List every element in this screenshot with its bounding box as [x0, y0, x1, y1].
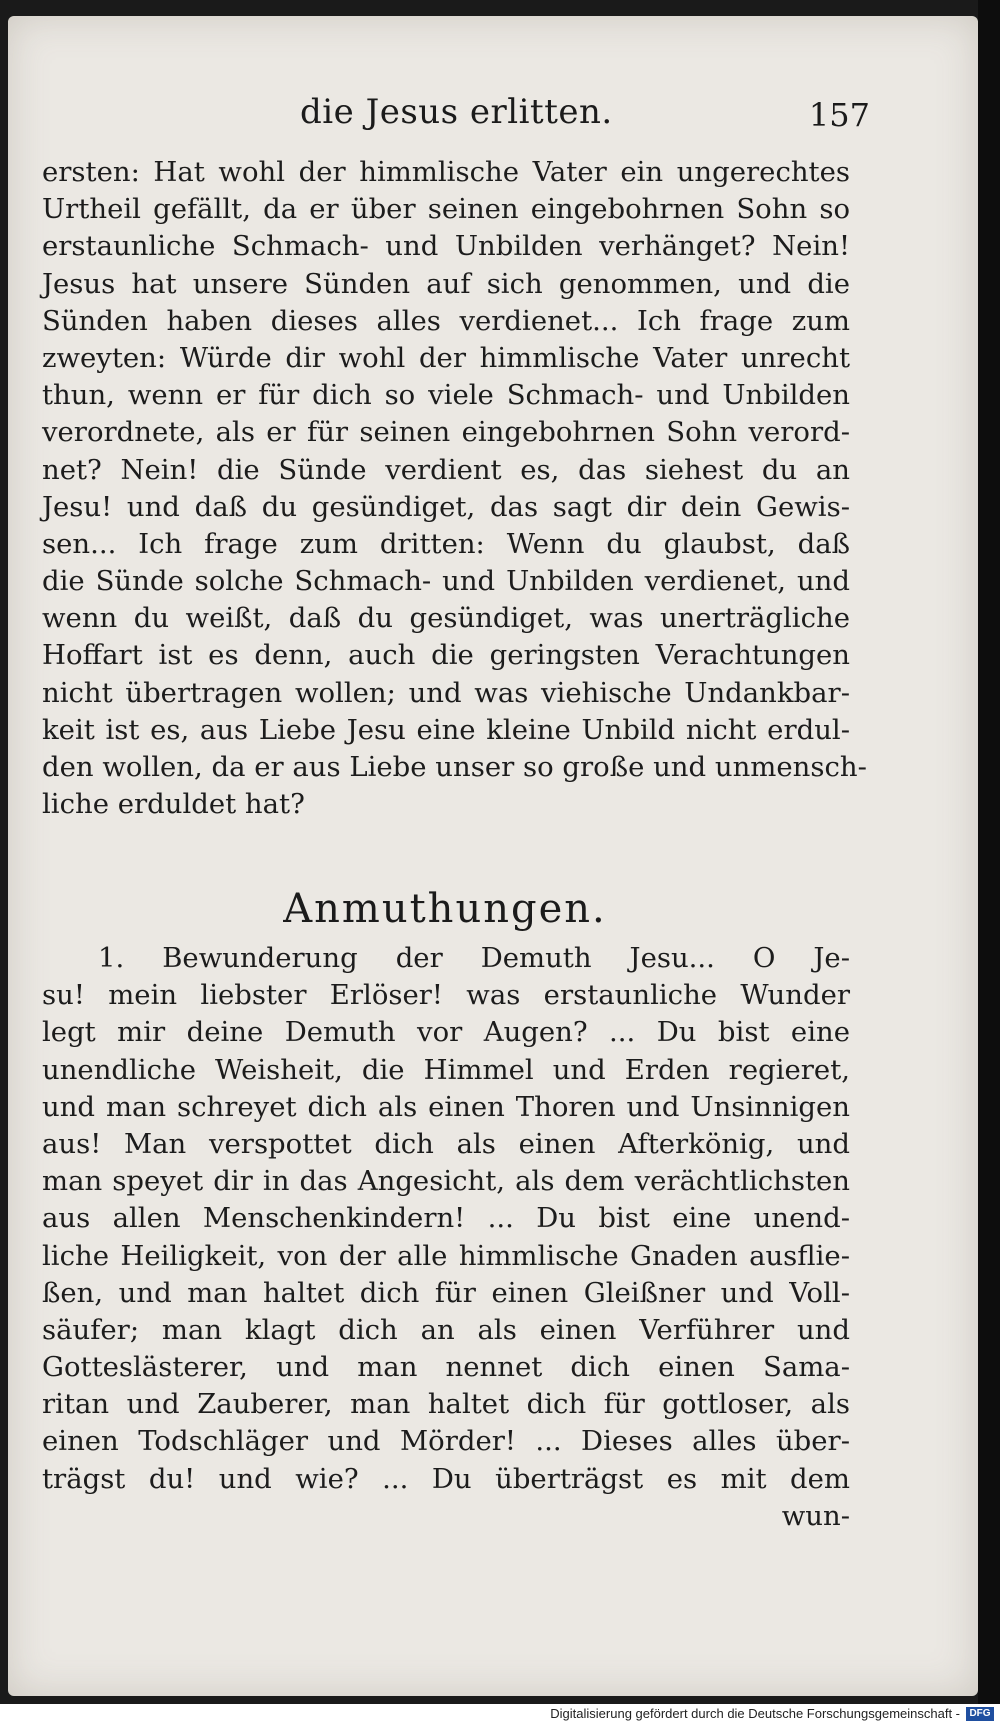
text-line: aus! Man verspottet dich als einen Afterkönig, und — [42, 1127, 850, 1160]
text-line: einen Todschläger und Mörder! ... Dieses alles über- — [42, 1425, 850, 1458]
text-line: legt mir deine Demuth vor Augen? ... Du bist eine — [42, 1016, 850, 1049]
text-line: aus allen Menschenkindern! ... Du bist eine unend- — [42, 1202, 850, 1235]
text-line: zweyten: Würde dir wohl der himmlische Vater unrecht — [42, 341, 850, 374]
text-line: Gotteslästerer, und man nennet dich einen Sama- — [42, 1351, 850, 1384]
text-line: thun, wenn er für dich so viele Schmach- und Unbilden — [42, 379, 850, 412]
text-line: säufer; man klagt dich an als einen Verführer und — [42, 1313, 850, 1346]
page-header — [40, 92, 870, 142]
catchword: wun- — [781, 1499, 850, 1532]
text-line: die Sünde solche Schmach- und Unbilden verdienet, und — [42, 565, 850, 598]
dfg-logo: DFG — [966, 1707, 994, 1721]
page-number: 157 — [808, 96, 870, 134]
text-line: und man schreyet dich als einen Thoren und Unsinnigen — [42, 1090, 850, 1123]
funding-credit: Digitalisierung gefördert durch die Deutsche Forschungsgemeinschaft - — [550, 1706, 960, 1721]
text-line: ßen, und man haltet dich für einen Gleißner und Voll- — [42, 1276, 850, 1309]
text-line: Jesus hat unsere Sünden auf sich genommen, und die — [42, 267, 850, 300]
text-line: nicht übertragen wollen; und was viehische Undankbar- — [42, 676, 850, 709]
text-line: Sünden haben dieses alles verdienet... Ich frage zum — [42, 304, 850, 337]
section-heading: Anmuthungen. — [283, 886, 607, 932]
text-line: unendliche Weisheit, die Himmel und Erden regieret, — [42, 1053, 850, 1086]
text-line: Urtheil gefällt, da er über seinen eingebohrnen Sohn so — [42, 193, 850, 226]
text-line: liche Heiligkeit, von der alle himmlische Gnaden ausflie- — [42, 1239, 850, 1272]
running-head: die Jesus erlitten. — [300, 92, 613, 132]
paragraph-1 — [42, 154, 867, 823]
text-line: su! mein liebster Erlöser! was erstaunliche Wunder — [42, 979, 850, 1012]
text-line: erstaunliche Schmach- und Unbilden verhänget? Nein! — [42, 230, 850, 263]
text-line: man speyet dir in das Angesicht, als dem verächtlichsten — [42, 1165, 850, 1198]
paragraph-2 — [42, 940, 850, 1535]
text-line: liche erduldet hat? — [42, 788, 305, 821]
text-line: wenn du weißt, daß du gesündiget, was unerträgliche — [42, 602, 850, 635]
text-line: trägst du! und wie? ... Du überträgst es mit dem — [42, 1462, 850, 1495]
text-line: Hoffart ist es denn, auch die geringsten Verachtungen — [42, 639, 850, 672]
text-line: verordnete, als er für seinen eingebohrnen Sohn verord- — [42, 416, 850, 449]
text-line: keit ist es, aus Liebe Jesu eine kleine Unbild nicht erdul- — [42, 713, 850, 746]
text-line: Jesu! und daß du gesündiget, das sagt dir dein Gewis- — [42, 490, 850, 523]
text-line: net? Nein! die Sünde verdient es, das siehest du an — [42, 453, 850, 486]
text-line: ersten: Hat wohl der himmlische Vater ein ungerechtes — [42, 156, 850, 188]
text-line: ritan und Zauberer, man haltet dich für gottloser, als — [42, 1388, 850, 1421]
text-line: den wollen, da er aus Liebe unser so große und unmensch- — [42, 751, 867, 783]
text-line: 1. Bewunderung der Demuth Jesu... O Je- — [98, 942, 850, 974]
text-line: sen... Ich frage zum dritten: Wenn du glaubst, daß — [42, 527, 850, 560]
book-spine-edge — [978, 0, 1000, 1729]
